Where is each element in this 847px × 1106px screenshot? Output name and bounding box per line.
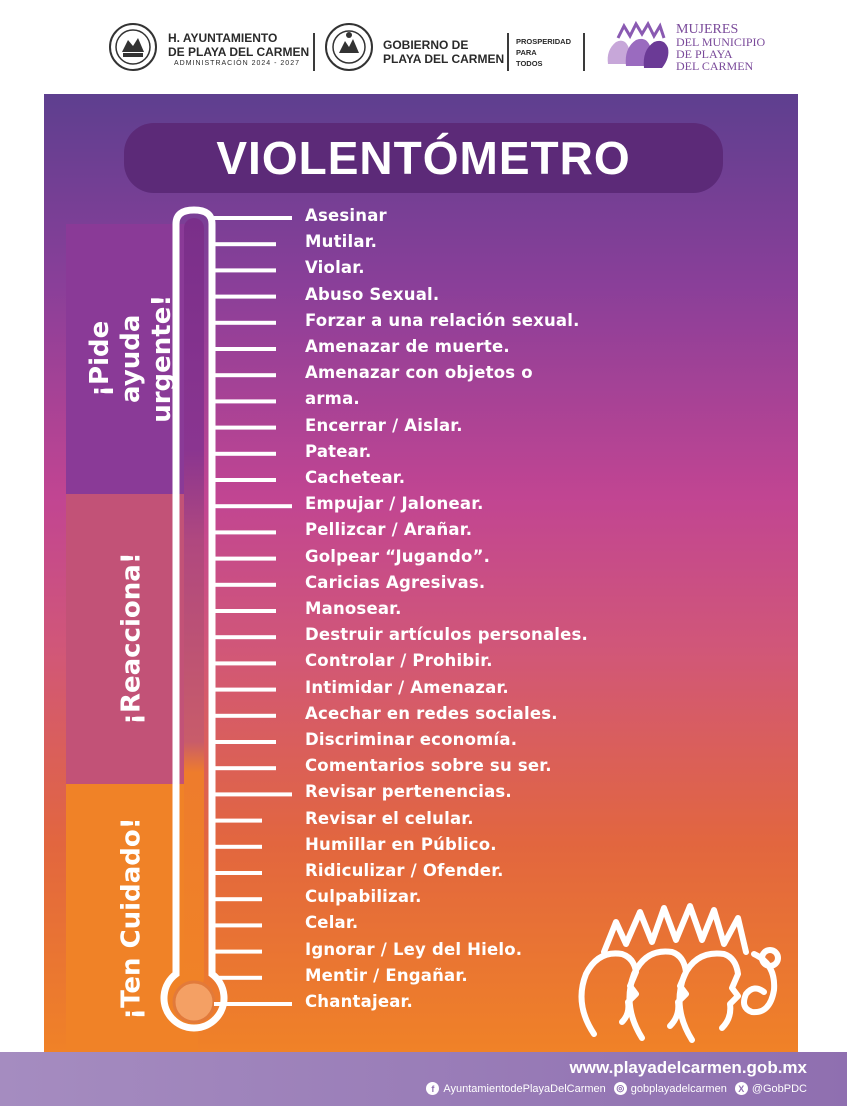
thermometer-tick bbox=[214, 268, 276, 272]
thermometer-tick bbox=[214, 635, 276, 639]
website-link[interactable]: www.playadelcarmen.gob.mx bbox=[569, 1058, 807, 1077]
violentometro-poster bbox=[44, 94, 798, 1054]
thermometer-tick bbox=[214, 714, 276, 718]
mujeres-line2: DEL MUNICIPIO bbox=[676, 35, 766, 49]
thermometer-tick bbox=[214, 530, 276, 534]
violence-item: Caricias Agresivas. bbox=[305, 572, 486, 592]
instagram-link[interactable] bbox=[614, 1082, 727, 1095]
thermometer-tick bbox=[214, 740, 276, 744]
violence-item: Asesinar bbox=[305, 206, 387, 225]
thermometer-tick bbox=[214, 609, 276, 613]
thermometer-tick bbox=[214, 1002, 292, 1006]
mujeres-faces-icon bbox=[564, 894, 794, 1044]
thermometer-tick bbox=[214, 399, 276, 403]
violence-item: Celar. bbox=[305, 913, 359, 933]
government-seal-icon bbox=[324, 22, 374, 72]
slogan-line3: TODOS bbox=[516, 59, 543, 68]
social-links bbox=[426, 1082, 807, 1095]
violence-item: arma. bbox=[305, 389, 360, 409]
violence-item: Amenazar de muerte. bbox=[305, 337, 510, 356]
thermometer-tick bbox=[214, 373, 276, 377]
slogan-line1: PROSPERIDAD bbox=[516, 37, 572, 46]
thermometer-tick bbox=[214, 845, 262, 849]
x-icon: X bbox=[735, 1082, 748, 1095]
violence-item: Empujar / Jalonear. bbox=[305, 494, 484, 514]
municipal-seal-icon bbox=[108, 22, 158, 72]
mujeres-line1: MUJERES bbox=[676, 22, 739, 37]
slogan bbox=[516, 36, 571, 69]
municipality-line1: H. AYUNTAMIENTO bbox=[168, 31, 278, 45]
x-link[interactable] bbox=[735, 1082, 807, 1095]
thermometer-tick bbox=[214, 242, 276, 246]
zone-react bbox=[66, 494, 198, 784]
thermometer-tick bbox=[214, 295, 276, 299]
thermometer-tick bbox=[214, 792, 292, 796]
instagram-icon: ◎ bbox=[614, 1082, 627, 1095]
administration-label: ADMINISTRACIÓN 2024 - 2027 bbox=[174, 60, 300, 67]
thermometer-tick bbox=[214, 950, 262, 954]
header-divider bbox=[583, 33, 585, 71]
thermometer-tick bbox=[214, 766, 276, 770]
thermometer-tick bbox=[214, 557, 276, 561]
zone-caution-label: ¡Ten Cuidado! bbox=[116, 817, 147, 1021]
thermometer-tick bbox=[214, 897, 262, 901]
thermometer-tick bbox=[214, 216, 292, 220]
violence-item: Revisar el celular. bbox=[305, 808, 474, 828]
facebook-icon: f bbox=[426, 1082, 439, 1095]
violence-item: Comentarios sobre su ser. bbox=[305, 756, 552, 776]
zone-urgent-label: ¡Pide ayuda urgente! bbox=[85, 295, 178, 424]
mujeres-line4: DEL CARMEN bbox=[676, 59, 754, 73]
thermometer-tick bbox=[214, 583, 276, 587]
x-handle: @GobPDC bbox=[751, 1082, 807, 1095]
violence-item: Encerrar / Aislar. bbox=[305, 415, 463, 435]
violence-item: Humillar en Público. bbox=[305, 834, 497, 854]
thermometer-tick bbox=[214, 819, 262, 823]
thermometer-tick bbox=[214, 426, 276, 430]
header-divider bbox=[507, 33, 509, 71]
violence-item: Acechar en redes sociales. bbox=[305, 703, 558, 723]
instagram-handle: gobplayadelcarmen bbox=[630, 1082, 727, 1095]
title-banner bbox=[124, 123, 723, 193]
violence-item: Culpabilizar. bbox=[305, 887, 422, 907]
violence-item: Ridiculizar / Ofender. bbox=[305, 861, 504, 880]
thermometer-tick bbox=[214, 347, 276, 351]
footer bbox=[0, 1052, 847, 1106]
violence-item: Revisar pertenencias. bbox=[305, 782, 512, 802]
violence-item: Patear. bbox=[305, 441, 372, 461]
thermometer-ticks bbox=[214, 216, 292, 1006]
zone-caution bbox=[66, 784, 198, 1054]
violence-item: Intimidar / Amenazar. bbox=[305, 677, 509, 697]
thermometer-tick bbox=[214, 452, 276, 456]
mujeres-logo-icon bbox=[598, 20, 678, 76]
header bbox=[0, 0, 847, 94]
violence-item: Controlar / Prohibir. bbox=[305, 651, 493, 671]
municipality-line2: DE PLAYA DEL CARMEN bbox=[168, 45, 310, 59]
violence-item: Mentir / Engañar. bbox=[305, 965, 468, 985]
thermometer-tick bbox=[214, 688, 276, 692]
violence-item: Destruir artículos personales. bbox=[305, 625, 589, 645]
municipality-name bbox=[168, 31, 309, 59]
zone-react-label: ¡Reacciona! bbox=[116, 552, 147, 726]
thermometer-tick bbox=[214, 976, 262, 980]
facebook-link[interactable] bbox=[426, 1082, 605, 1095]
violence-item: Golpear “Jugando”. bbox=[305, 546, 491, 566]
government-line1: GOBIERNO DE bbox=[383, 38, 469, 52]
violence-item: Mutilar. bbox=[305, 232, 378, 252]
header-divider bbox=[313, 33, 315, 71]
thermometer-tick bbox=[214, 871, 262, 875]
violence-item: Violar. bbox=[305, 258, 365, 278]
thermometer-tick bbox=[214, 504, 292, 508]
government-name bbox=[383, 38, 504, 66]
zone-urgent bbox=[66, 224, 198, 494]
violence-item: Pellizcar / Arañar. bbox=[305, 520, 473, 540]
violence-item: Forzar a una relación sexual. bbox=[305, 310, 580, 330]
violence-item: Abuso Sexual. bbox=[305, 284, 440, 304]
violence-item: Cachetear. bbox=[305, 468, 406, 487]
page-title: VIOLENTÓMETRO bbox=[216, 132, 631, 184]
violence-item: Discriminar economía. bbox=[305, 730, 518, 749]
violence-item: Ignorar / Ley del Hielo. bbox=[305, 939, 523, 959]
violence-item: Chantajear. bbox=[305, 992, 413, 1011]
thermometer-tick bbox=[214, 321, 276, 325]
facebook-handle: AyuntamientodePlayaDelCarmen bbox=[443, 1082, 606, 1095]
slogan-line2: PARA bbox=[516, 48, 537, 57]
violence-item: Amenazar con objetos o bbox=[305, 363, 533, 383]
mujeres-name bbox=[676, 24, 765, 72]
thermometer-tick bbox=[214, 661, 276, 665]
thermometer-tick bbox=[214, 923, 262, 927]
mujeres-line3: DE PLAYA bbox=[676, 47, 733, 61]
government-line2: PLAYA DEL CARMEN bbox=[383, 52, 505, 66]
thermometer-tick bbox=[214, 478, 276, 482]
violence-item: Manosear. bbox=[305, 599, 402, 618]
